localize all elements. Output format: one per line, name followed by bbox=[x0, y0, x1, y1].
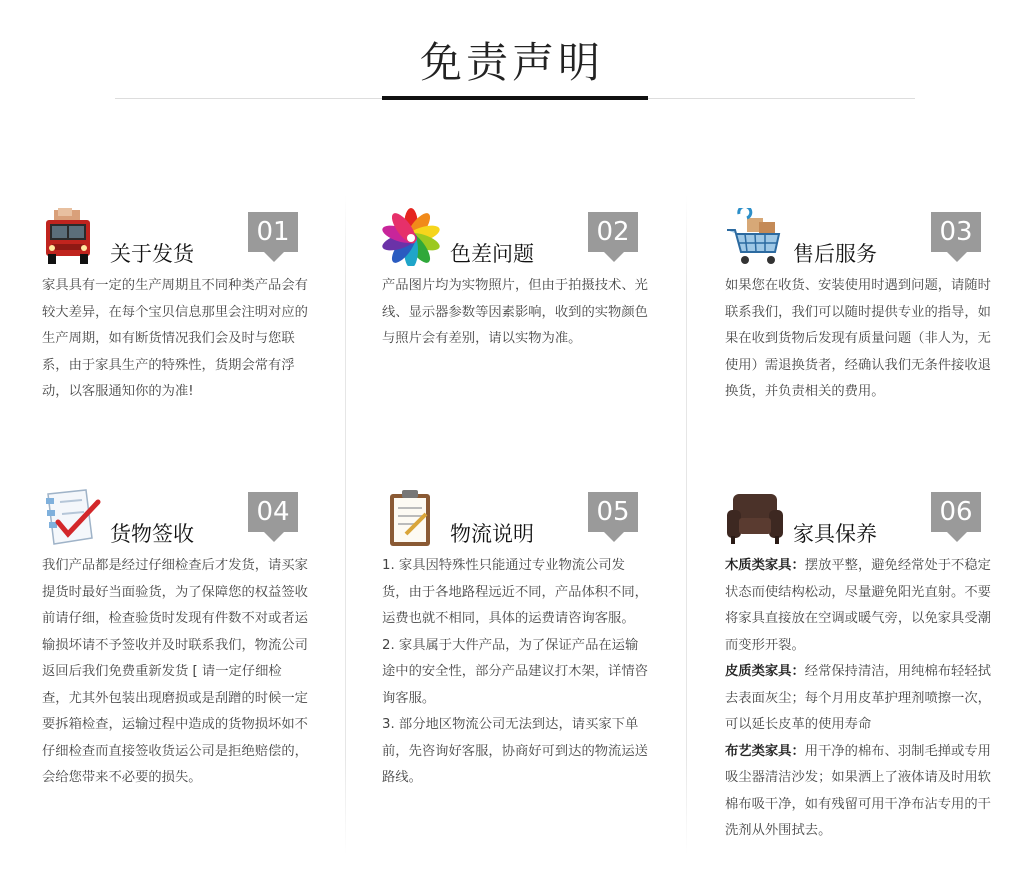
logistics-item: 2. 家具属于大件产品，为了保证产品在运输途中的安全性，部分产品建议打木架，详情咨询客服。 bbox=[382, 637, 648, 706]
care-label: 皮质类家具： bbox=[725, 664, 805, 679]
clipboard-icon bbox=[382, 488, 440, 546]
care-text: 用干净的棉布、羽制毛掸或专用吸尘器清洁沙发；如果洒上了液体请及时用软棉布吸干净，如有残留可用干净布沾专用的干洗剂从外围拭去。 bbox=[725, 743, 991, 838]
card-title: 色差问题 bbox=[450, 242, 534, 266]
page-title: 免责声明 bbox=[419, 38, 604, 87]
logistics-item: 3. 部分地区物流公司无法到达，请买家下单前，先咨询好客服，协商好可到达的物流运送路线。 bbox=[382, 717, 648, 785]
care-label: 木质类家具： bbox=[725, 558, 805, 573]
title-underline bbox=[382, 96, 648, 100]
card-title: 物流说明 bbox=[450, 522, 534, 546]
care-item-leather bbox=[725, 659, 991, 739]
shopping-cart-icon bbox=[725, 208, 783, 266]
step-number-badge: 05 bbox=[588, 492, 638, 532]
card-body bbox=[725, 273, 991, 406]
care-text: 经常保持清洁，用纯棉布轻轻拭去表面灰尘；每个月用皮革护理剂喷擦一次，可以延长皮革的使用寿命 bbox=[725, 664, 991, 732]
card-body bbox=[382, 553, 648, 792]
card-title: 家具保养 bbox=[793, 522, 877, 546]
card-body bbox=[42, 553, 308, 792]
armchair-icon bbox=[725, 488, 783, 546]
step-number-badge: 01 bbox=[248, 212, 298, 252]
care-item-wood bbox=[725, 553, 991, 659]
step-number-badge: 06 bbox=[931, 492, 981, 532]
step-number-badge: 03 bbox=[931, 212, 981, 252]
column-divider bbox=[686, 195, 687, 855]
care-text: 摆放平整，避免经常处于不稳定状态而使结构松动，尽量避免阳光直射。不要将家具直接放在空调或暖气旁，以免家具受潮而变形开裂。 bbox=[725, 558, 991, 653]
care-label: 布艺类家具： bbox=[725, 743, 805, 759]
truck-icon bbox=[42, 208, 100, 266]
card-text: 家具具有一定的生产周期且不同种类产品会有较大差异，在每个宝贝信息那里会注明对应的生产周期，如有断货情况我们会及时与您联系，由于家具生产的特殊性，货期会常有浮动，以客服通知你的为准! bbox=[42, 278, 308, 399]
checklist-icon bbox=[42, 488, 100, 546]
color-wheel-icon bbox=[382, 208, 440, 266]
column-divider bbox=[345, 195, 346, 855]
step-number-badge: 02 bbox=[588, 212, 638, 252]
card-body bbox=[725, 553, 991, 845]
header bbox=[0, 0, 1024, 110]
card-title: 关于发货 bbox=[110, 242, 194, 266]
card-text: 如果您在收货、安装使用时遇到问题，请随时联系我们，我们可以随时提供专业的指导，如果在收到货物后发现有质量问题（非人为，无使用）需退换货者，经确认我们无条件接收退换货，并负责相关的费用。 bbox=[725, 278, 991, 399]
card-title: 货物签收 bbox=[110, 522, 194, 546]
care-item-fabric bbox=[725, 739, 991, 845]
step-number-badge: 04 bbox=[248, 492, 298, 532]
card-text: 产品图片均为实物照片，但由于拍摄技术、光线、显示器参数等因素影响，收到的实物颜色与照片会有差别，请以实物为准。 bbox=[382, 278, 648, 346]
logistics-item: 1. 家具因特殊性只能通过专业物流公司发货，由于各地路程远近不同，产品体积不同，运费也就不相同，具体的运费请咨询客服。 bbox=[382, 558, 648, 626]
card-body bbox=[382, 273, 648, 353]
card-title: 售后服务 bbox=[793, 242, 877, 266]
card-text: 我们产品都是经过仔细检查后才发货，请买家提货时最好当面验货，为了保障您的权益签收前请仔细，检查验货时发现有件数不对或者运输损坏请不予签收并及时联系我们，物流公司返回后我们免费重新发货 [ 请一定仔细检查，尤其外包装出现磨损或是刮蹭的时候一定要拆箱检查，运输过程中造成的货物损坏如不仔细检查而直接签收货运公司是拒绝赔偿的，会给您带来不必要的损失。 bbox=[42, 558, 308, 785]
card-body bbox=[42, 273, 308, 406]
